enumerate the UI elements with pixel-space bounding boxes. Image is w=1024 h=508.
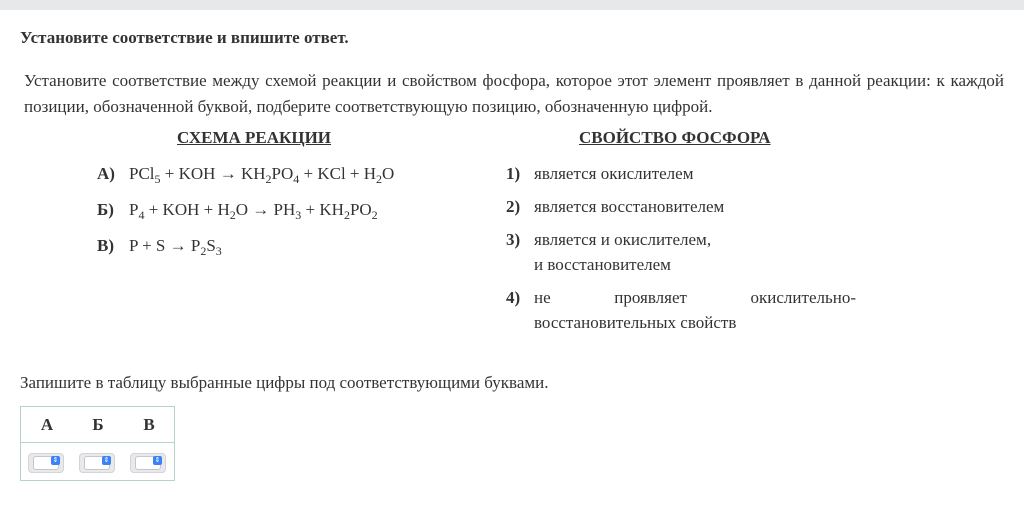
property-text-line: восстановительных свойств (534, 313, 737, 332)
reaction-formula: $P + S \to P_2S_3$ (129, 236, 222, 258)
property-text (534, 227, 711, 277)
property-number: 3) (506, 230, 521, 249)
reaction-item-a (97, 161, 457, 186)
select-arrows-icon: ⇕ (103, 456, 110, 464)
answer-select-b[interactable] (79, 453, 115, 473)
property-text-line (534, 285, 856, 310)
property-item-2 (506, 194, 866, 219)
answer-header-b: Б (92, 415, 104, 434)
answer-header-a: А (40, 415, 54, 434)
property-word: окислительно- (750, 288, 856, 307)
property-text: является окислителем (534, 164, 694, 183)
answer-header-c: В (143, 415, 155, 434)
property-number: 4) (506, 288, 521, 307)
select-arrows-icon: ⇕ (52, 456, 59, 464)
task-title: Установите соответствие и впишите ответ. (20, 28, 349, 47)
reaction-formula: PCl$_5$ + KOH → $KH_2PO_4$ + KCl + $H_2O$ (129, 164, 395, 186)
reaction-letter: Б) (97, 200, 114, 219)
select-arrows-icon: ⇕ (154, 456, 161, 464)
top-bar (0, 0, 1024, 10)
reaction-item-c (97, 233, 457, 258)
property-text (534, 285, 856, 335)
reaction-letter: В) (97, 236, 114, 255)
property-number: 1) (506, 164, 521, 183)
property-word: не (534, 288, 551, 307)
property-text-line: и восстановителем (534, 255, 671, 274)
answer-select-c[interactable] (130, 453, 166, 473)
answer-select-a[interactable] (28, 453, 64, 473)
reaction-formula: $P_4$ + KOH + $H_2O \to PH_3 + KH_2PO_2$ (129, 200, 378, 222)
property-number: 2) (506, 197, 521, 216)
property-item-1 (506, 161, 866, 186)
reaction-item-b (97, 197, 457, 222)
reaction-scheme-header: СХЕМА РЕАКЦИИ (177, 128, 332, 147)
phosphorus-property-header: СВОЙСТВО ФОСФОРА (579, 128, 771, 147)
reaction-letter: А) (97, 164, 115, 183)
table-divider (21, 442, 174, 443)
property-text: является восстановителем (534, 197, 725, 216)
answer-instruction: Запишите в таблицу выбранные цифры под соответствующими буквами. (20, 373, 549, 392)
property-text-line: является и окислителем, (534, 230, 712, 249)
answer-table (20, 406, 175, 481)
property-item-4 (506, 285, 866, 335)
property-item-3 (506, 227, 866, 277)
property-word: проявляет (614, 288, 687, 307)
task-description: Установите соответствие между схемой реакции и свойством фосфора, которое этот элемент проявляет в данной реакции: к каждой позиции, обозначенной буквой, подберите соответствующую позицию, обозначенную цифрой. (24, 71, 1004, 116)
